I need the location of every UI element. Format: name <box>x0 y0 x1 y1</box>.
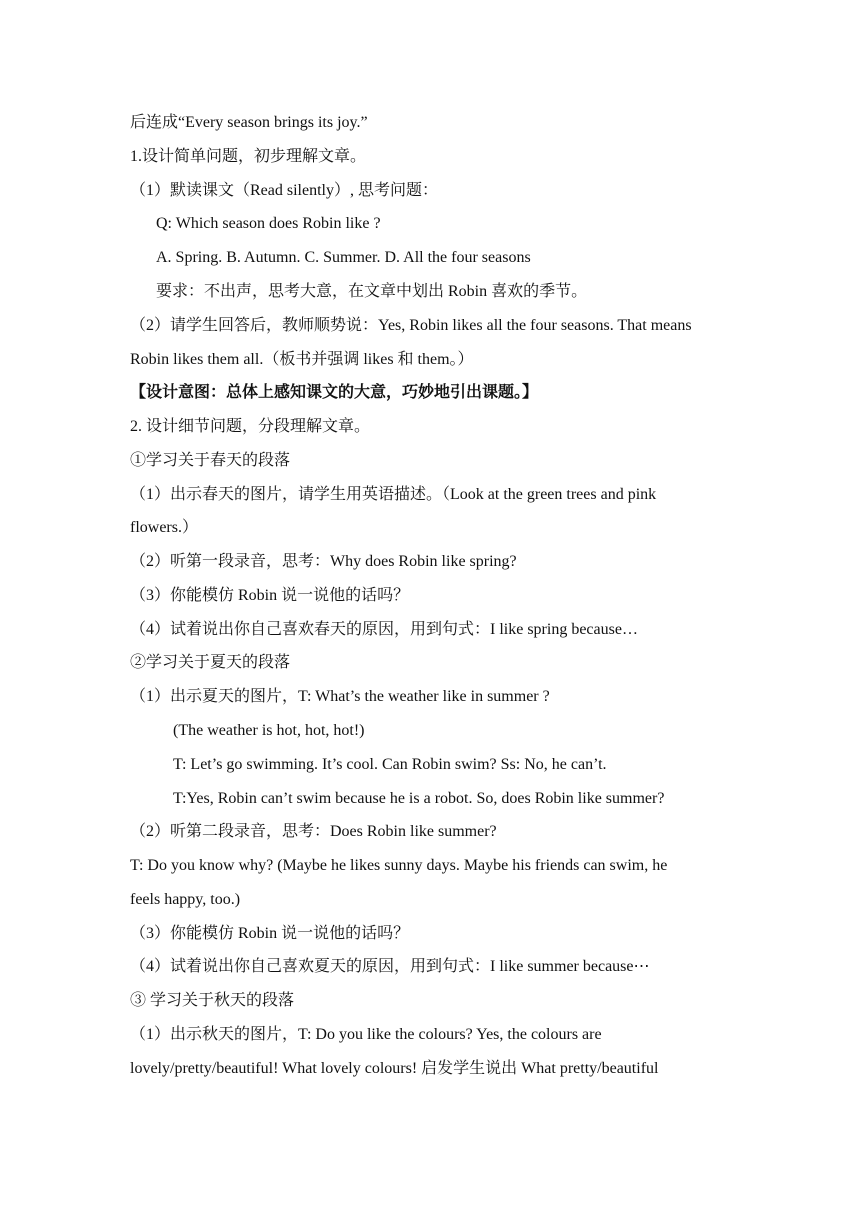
step-summer-listen: （2）听第二段录音，思考：Does Robin like summer? <box>130 823 497 840</box>
text-line-continuation: Robin likes them all.（板书并强调 likes 和 them。） <box>130 351 474 368</box>
step-spring-reason: （4）试着说出你自己喜欢春天的原因，用到句式：I like spring because… <box>130 621 638 638</box>
section-spring: ①学习关于春天的段落 <box>130 452 291 469</box>
step-spring-picture: （1）出示春天的图片，请学生用英语描述。（Look at the green trees and pink <box>130 486 657 503</box>
text-line-continuation: lovely/pretty/beautiful! What lovely colours! 启发学生说出 What pretty/beautiful <box>130 1060 659 1077</box>
step-teacher-response: （2）请学生回答后，教师顺势说：Yes, Robin likes all the four seasons. That means <box>130 317 692 334</box>
requirement-line: 要求：不出声，思考大意，在文章中划出 Robin 喜欢的季节。 <box>156 283 588 300</box>
text-line-continuation: flowers.） <box>130 519 198 536</box>
step-summer-picture: （1）出示夏天的图片，T: What’s the weather like in summer ? <box>130 688 550 705</box>
step-spring-listen: （2）听第一段录音，思考：Why does Robin like spring? <box>130 553 517 570</box>
heading-simple-questions: 1.设计简单问题，初步理解文章。 <box>130 148 367 165</box>
step-summer-imitate: （3）你能模仿 Robin 说一说他的话吗？ <box>130 925 410 942</box>
dialogue-line: T:Yes, Robin can’t swim because he is a robot. So, does Robin like summer? <box>173 790 665 807</box>
answer-options-line: A. Spring. B. Autumn. C. Summer. D. All the four seasons <box>156 249 531 266</box>
step-summer-reason: （4）试着说出你自己喜欢夏天的原因，用到句式：I like summer because⋯ <box>130 958 650 975</box>
text-line-continuation: 后连成“Every season brings its joy.” <box>130 114 368 131</box>
step-spring-imitate: （3）你能模仿 Robin 说一说他的话吗？ <box>130 587 410 604</box>
step-autumn-picture: （1）出示秋天的图片，T: Do you like the colours? Yes, the colours are <box>130 1026 602 1043</box>
section-summer: ②学习关于夏天的段落 <box>130 654 291 671</box>
dialogue-line: (The weather is hot, hot, hot!) <box>173 722 365 739</box>
section-autumn: ③ 学习关于秋天的段落 <box>130 992 295 1009</box>
text-line-continuation: feels happy, too.) <box>130 891 241 908</box>
question-line: Q: Which season does Robin like ? <box>156 215 381 232</box>
step-read-silently: （1）默读课文（Read silently）, 思考问题： <box>130 182 438 199</box>
heading-detail-questions: 2. 设计细节问题，分段理解文章。 <box>130 418 371 435</box>
dialogue-line: T: Do you know why? (Maybe he likes sunny days. Maybe his friends can swim, he <box>130 857 668 874</box>
dialogue-line: T: Let’s go swimming. It’s cool. Can Robin swim? Ss: No, he can’t. <box>173 756 607 773</box>
design-intent-note: 【设计意图：总体上感知课文的大意，巧妙地引出课题。】 <box>130 384 539 401</box>
